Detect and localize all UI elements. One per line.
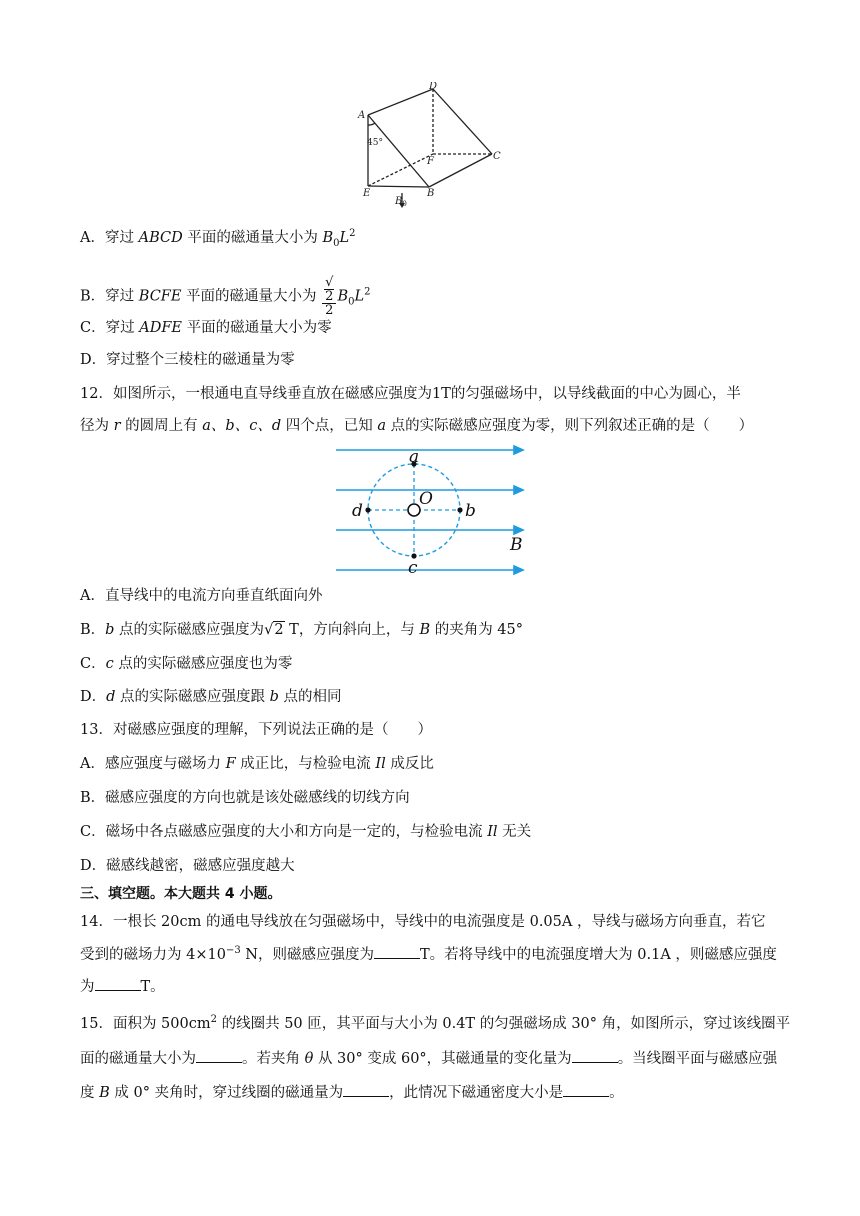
q11-option-a: A．穿过 ABCD 平面的磁通量大小为 $B_0L^2$ [80, 228, 356, 249]
label-E: E [363, 188, 371, 199]
q11-option-c: C．穿过 ADFE 平面的磁通量大小为零 [80, 320, 332, 336]
label-D: D [429, 82, 438, 92]
q13-option-a: A．感应强度与磁场力 F 成正比，与检验电流 Il 成反比 [80, 756, 434, 772]
q15-line2: 面的磁通量大小为 。若夹角 θ 从 30° 变成 60°，其磁通量的变化量为 。当线圈平面与磁感应强 [80, 1048, 777, 1069]
point-b: b [465, 501, 476, 521]
label-C: C [493, 151, 501, 162]
fraction-sqrt2-over-2: √ 2 2 [322, 276, 336, 317]
angle-label: 45° [367, 138, 383, 148]
answer-blank[interactable] [196, 1048, 242, 1063]
answer-blank[interactable] [572, 1048, 618, 1063]
label-F: F [427, 156, 434, 167]
q12-stem-line1: 12．如图所示，一根通电直导线垂直放在磁感应强度为1T的匀强磁场中，以导线截面的中心为圆心，半 [80, 386, 741, 402]
q13-option-b: B．磁感应强度的方向也就是该处磁感线的切线方向 [80, 790, 410, 806]
point-c: c [408, 558, 418, 576]
q13-option-d: D．磁感线越密，磁感应强度越大 [80, 858, 295, 874]
field-B-label: B [510, 535, 523, 555]
field-label: $B_0$ [395, 196, 407, 208]
point-a: a [409, 447, 420, 467]
q12-option-c: C．c 点的实际磁感应强度也为零 [80, 656, 293, 672]
q13-option-c: C．磁场中各点磁感应强度的大小和方向是一定的，与检验电流 Il 无关 [80, 824, 532, 840]
answer-blank[interactable] [343, 1082, 389, 1097]
answer-blank[interactable] [563, 1082, 609, 1097]
q15-line3: 度 B 成 0° 夹角时，穿过线圈的磁通量为 ，此情况下磁通密度大小是 。 [80, 1082, 624, 1103]
point-d: d [352, 501, 363, 521]
q12-option-a: A．直导线中的电流方向垂直纸面向外 [80, 588, 323, 604]
label-B: B [427, 188, 435, 199]
q12-option-d: D．d 点的实际磁感应强度跟 b 点的相同 [80, 689, 342, 705]
q11-option-b: B．穿过 BCFE 平面的磁通量大小为 √ 2 2 $B_0L^2$ [80, 275, 371, 318]
answer-blank[interactable] [374, 944, 420, 959]
q11-option-d: D．穿过整个三棱柱的磁通量为零 [80, 352, 295, 368]
q15-line1: 15．面积为 $500cm^2$ 的线圈共 50 匝，其平面与大小为 0.4T 的匀强磁场成 30° 角，如图所示，穿过该线圈平 [80, 1014, 791, 1032]
answer-blank[interactable] [95, 976, 141, 991]
q14-line3: 为 T。 [80, 976, 165, 997]
section-heading: 三、填空题。本大题共 4 小题。 [80, 886, 282, 902]
q12-stem-line2: 径为 r 的圆周上有 a、b、c、d 四个点，已知 a 点的实际磁感应强度为零，则下列叙述正确的是（ ） [80, 418, 754, 434]
q13-stem: 13．对磁感应强度的理解，下列说法正确的是（ ） [80, 722, 432, 738]
center-O: O [419, 489, 433, 509]
q14-line2: 受到的磁场力为 $4\times 10^{-3}$ N，则磁感应强度为 T。若将导线中的电流强度增大为 0.1A ，则磁感应强度 [80, 945, 777, 963]
prism-figure [355, 82, 505, 210]
q14-line1: 14．一根长 20cm 的通电导线放在匀强磁场中，导线中的电流强度是 0.05A ，导线与磁场方向垂直，若它 [80, 914, 766, 930]
label-A: A [358, 110, 366, 121]
q12-option-b: B．b 点的实际磁感应强度为√2 T，方向斜向上，与 B 的夹角为 45° [80, 622, 524, 638]
field-figure [334, 442, 530, 576]
